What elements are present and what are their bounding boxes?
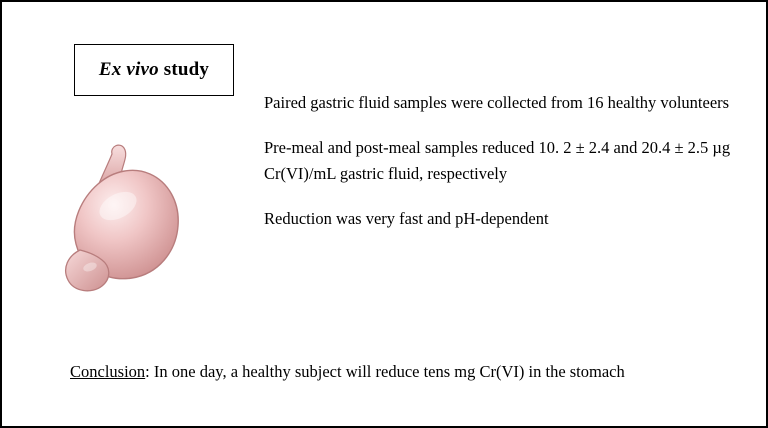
title-suffix: study (158, 59, 210, 80)
body-paragraph: Pre-meal and post-meal samples reduced 10. 2 ± 2.4 and 20.4 ± 2.5 µg Cr(VI)/mL gastric fluid, respectively (264, 137, 731, 184)
body-paragraph: Reduction was very fast and pH-dependent (264, 209, 549, 229)
body-text-block (264, 90, 752, 233)
title-emphasis: Ex vivo (98, 59, 159, 80)
conclusion-text: : In one day, a healthy subject will reduce tens mg Cr(VI) in the stomach (145, 362, 625, 381)
conclusion-line (70, 360, 760, 385)
conclusion-label: Conclusion (70, 362, 146, 381)
page-title (99, 59, 209, 81)
stomach-illustration (54, 140, 234, 300)
body-paragraph: Paired gastric fluid samples were collected from 16 healthy volunteers (264, 93, 730, 112)
title-box (74, 44, 234, 96)
stomach-icon (54, 140, 234, 300)
